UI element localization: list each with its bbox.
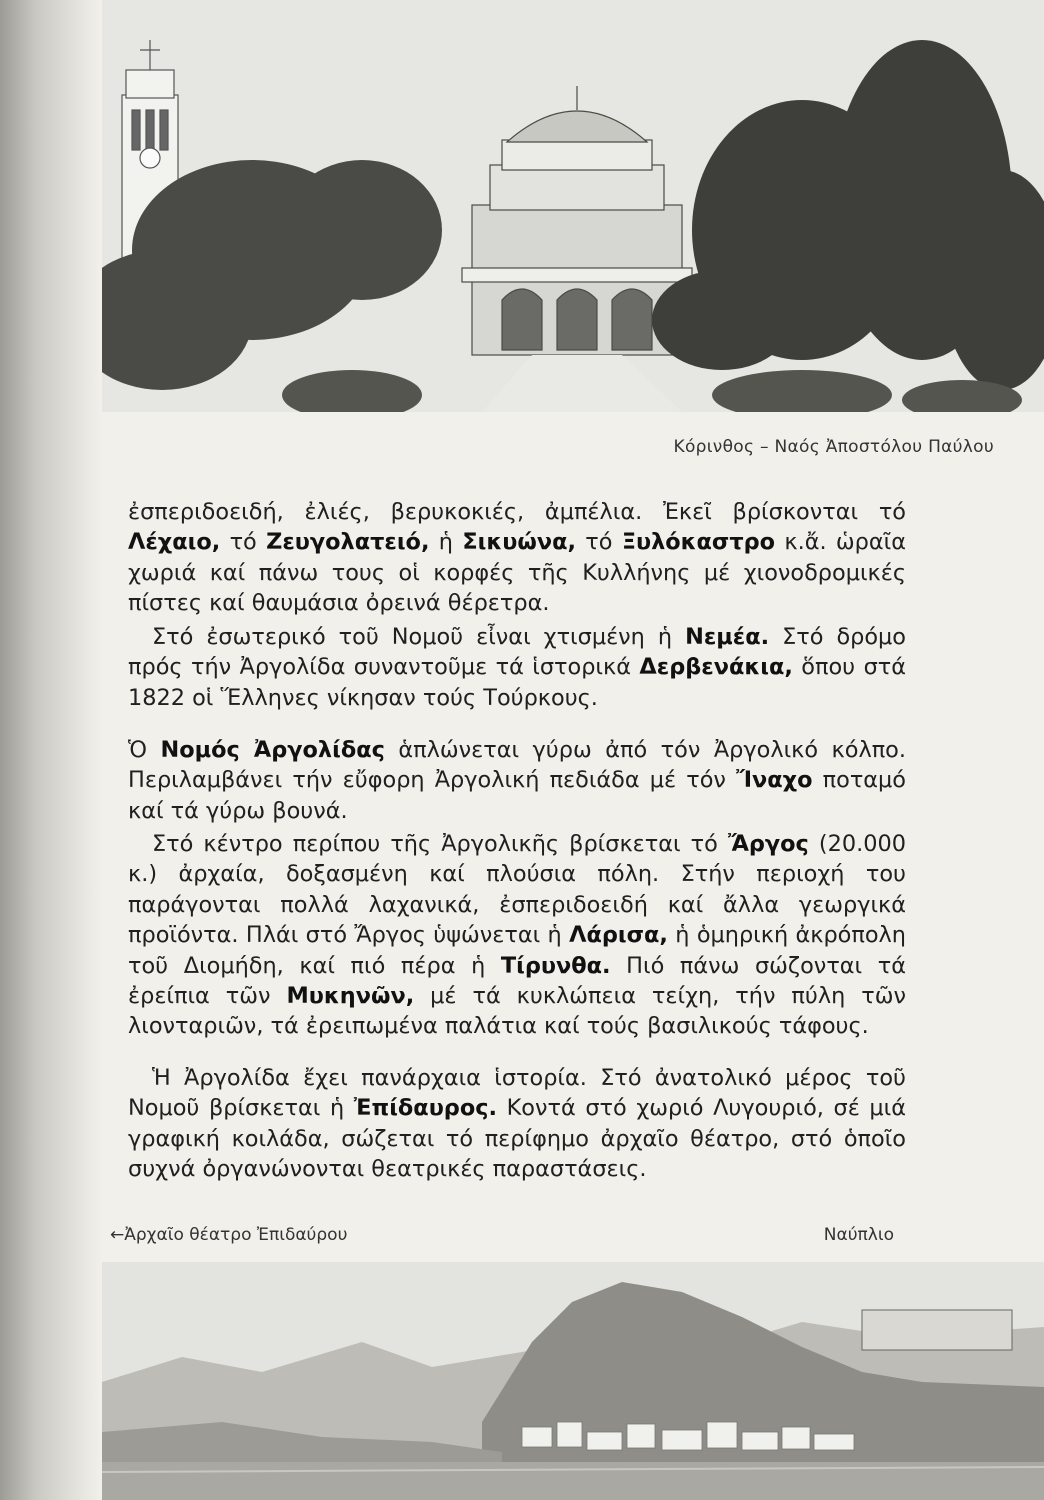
place-name: Ἐπίδαυρος. [353, 1095, 497, 1122]
text-span: Στό δρόμο πρός τήν Ἀργολίδα συναντοῦμε τά ἱστορικά [128, 624, 906, 681]
text-span: Στό ἐσωτερικό τοῦ Νομοῦ εἶναι χτισμένη ἡ [152, 624, 686, 650]
paragraph-argolida [128, 735, 906, 826]
text-span: μέ τά κυκλώπεια τείχη, τήν πύλη τῶν λιονταριῶν, τά ἐρειπωμένα παλάτια καί τούς βασιλικούς τάφους. [128, 983, 906, 1040]
place-name: Νομός Ἀργολίδας [160, 737, 385, 763]
text-span: Κοντά στό χωριό Λυγουριό, σέ μιά γραφική κοιλάδα, σώζεται τό περίφημο ἀρχαῖο θέατρο, στό ὁποῖο συχνά ὀργανώνονται θεατρικές παραστάσεις. [128, 1095, 906, 1183]
nafplio-photo [102, 1262, 1044, 1500]
place-name: Ξυλόκαστρο [621, 529, 776, 556]
text-span: Πιό πάνω σώζονται τά ἐρείπια τῶν [128, 952, 906, 1010]
paragraph-nemea [128, 622, 906, 713]
text-span: ἐσπεριδοειδή, ἐλιές, βερυκοκιές, ἀμπέλια. Ἐκεῖ βρίσκονται τό [128, 499, 906, 525]
text-span: ἡ [429, 529, 463, 556]
place-name: Ζευγολατειό, [266, 529, 430, 556]
church-photo-illustration [102, 0, 1044, 412]
place-name: Νεμέα. [685, 624, 770, 650]
text-span: ὅπου στά 1822 οἱ Ἕλληνες νίκησαν τούς Τούρκους. [128, 654, 906, 711]
place-name: Δερβενάκια, [639, 654, 793, 681]
text-span: τό [220, 529, 267, 556]
paragraph-corinthia-coast [128, 497, 906, 619]
epidaurus-theatre-caption: ←Ἀρχαῖο θέατρο Ἐπιδαύρου [110, 1225, 348, 1245]
paragraph-argos [128, 829, 906, 1042]
place-name: Τίρυνθα. [500, 952, 611, 979]
page-binding-shadow [0, 0, 102, 1500]
nafplio-photo-illustration [102, 1262, 1044, 1500]
nafplio-caption: Ναύπλιο [823, 1225, 894, 1245]
paragraph-epidaurus [128, 1063, 906, 1185]
place-name: Ἴναχο [736, 767, 813, 794]
text-span: τό [575, 529, 622, 556]
text-span: Ὁ [128, 737, 161, 763]
text-span: Στό κέντρο περίπου τῆς Ἀργολικῆς βρίσκεται τό [152, 831, 728, 857]
text-span: κ.ἄ. ὡραῖα χωριά καί πάνω τους οἱ κορφές τῆς Κυλλήνης μέ χιονοδρομικές πίστες καί θαυμάσια ὀρεινά θέρετρα. [128, 529, 906, 617]
place-name: Σικυώνα, [462, 529, 576, 556]
text-span: ἁπλώνεται γύρω ἀπό τόν Ἀργολικό κόλπο. Περιλαμβάνει τήν εὔφορη Ἀργολική πεδιάδα μέ τόν [128, 737, 906, 794]
church-photo [102, 0, 1044, 412]
place-name: Ἄργος [727, 831, 809, 857]
place-name: Λέχαιο, [128, 529, 221, 556]
church-photo-caption: Κόρινθος – Ναός Ἀποστόλου Παύλου [673, 437, 994, 457]
text-span: ποταμό καί τά γύρω βουνά. [128, 767, 906, 824]
text-span: (20.000 κ.) ἀρχαία, δοξασμένη καί πλούσια πόλη. Στήν περιοχή του παράγονται πολλά λαχανικά, ἐσπεριδοειδή καί ἄλλα γεωργικά προϊόντα. Πλάι στό Ἄργος ὑψώνεται ἡ [128, 831, 906, 949]
place-name: Λάρισα, [569, 922, 668, 949]
text-span: Ἡ Ἀργολίδα ἔχει πανάρχαια ἱστορία. Στό ἀνατολικό μέρος τοῦ Νομοῦ βρίσκεται ἡ [128, 1065, 906, 1122]
text-span: ἡ ὁμηρική ἀκρόπολη τοῦ Διομήδη, καί πιό πέρα ἡ [128, 922, 906, 979]
place-name: Μυκηνῶν, [286, 983, 415, 1010]
